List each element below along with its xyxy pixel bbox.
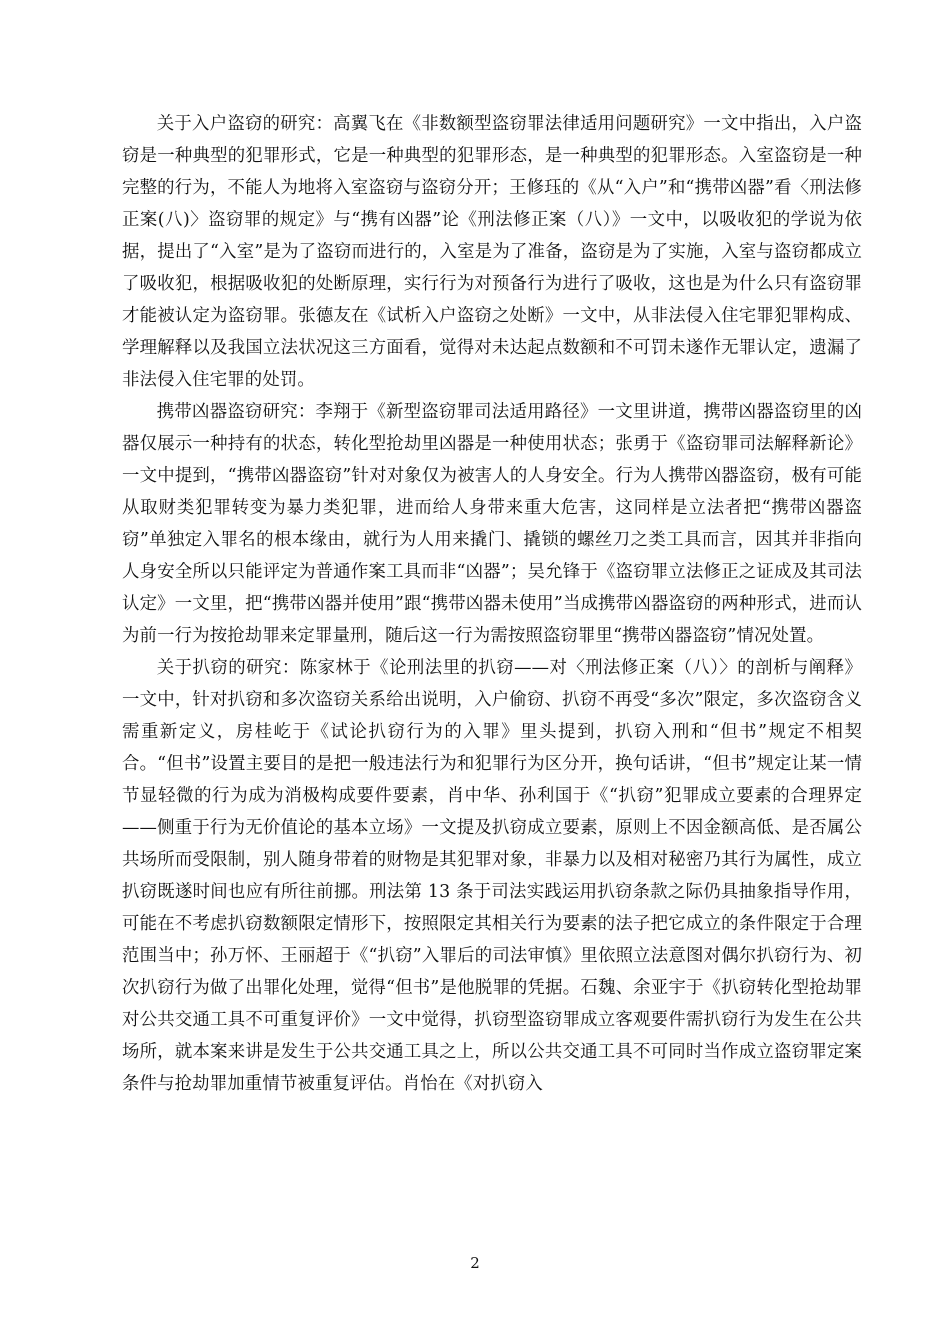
- paragraph-armed-theft-research: 携带凶器盗窃研究：李翔于《新型盗窃罪司法适用路径》一文里讲道，携带凶器盗窃里的凶器仅展示一种持有的状态，转化型抢劫里凶器是一种使用状态；张勇于《盗窃罪司法解释新论》一文中提到，“携带凶器盗窃”针对对象仅为被害人的人身安全。行为人携带凶器盗窃，极有可能从取财类犯罪转变为暴力类犯罪，进而给人身带来重大危害，这同样是立法者把“携带凶器盗窃”单独定入罪名的根本缘由，就行为人用来撬门、撬锁的螺丝刀之类工具而言，因其并非指向人身安全所以只能评定为普通作案工具而非“凶器”；吴允锋于《盗窃罪立法修正之证成及其司法认定》一文里，把“携带凶器并使用”跟“携带凶器未使用”当成携带凶器盗窃的两种形式，进而认为前一行为按抢劫罪来定罪量刑，随后这一行为需按照盗窃罪里“携带凶器盗窃”情况处置。: [122, 402, 862, 646]
- paragraph-pickpocketing-research: 关于扒窃的研究：陈家林于《论刑法里的扒窃——对〈刑法修正案（八）〉的剖析与阐释》一文中，针对扒窃和多次盗窃关系给出说明，入户偷窃、扒窃不再受“多次”限定，多次盗窃含义需重新定义，房桂屹于《试论扒窃行为的入罪》里头提到，扒窃入刑和“但书”规定不相契合。“但书”设置主要目的是把一般违法行为和犯罪行为区分开，换句话讲，“但书”规定让某一情节显轻微的行为成为消极构成要件要素，肖中华、孙利国于《“扒窃”犯罪成立要素的合理界定——侧重于行为无价值论的基本立场》一文提及扒窃成立要素，原则上不因金额高低、是否属公共场所而受限制，别人随身带着的财物是其犯罪对象，非暴力以及相对秘密乃其行为属性，成立扒窃既遂时间也应有所往前挪。刑法第 13 条于司法实践运用扒窃条款之际仍具抽象指导作用，可能在不考虑扒窃数额限定情形下，按照限定其相关行为要素的法子把它成立的条件限定于合理范围当中；孙万怀、王丽超于《“扒窃”入罪后的司法审慎》里依照立法意图对偶尔扒窃行为、初次扒窃行为做了出罪化处理，觉得“但书”是他脱罪的凭据。石魏、余亚宇于《扒窃转化型抢劫罪对公共交通工具不可重复评价》一文中觉得，扒窃型盗窃罪成立客观要件需扒窃行为发生在公共场所，就本案来讲是发生于公共交通工具之上，所以公共交通工具不可同时当作成立盗窃罪定案条件与抢劫罪加重情节被重复评估。肖怡在《对扒窃入: [122, 658, 862, 1094]
- paragraph-burglary-research: 关于入户盗窃的研究：高翼飞在《非数额型盗窃罪法律适用问题研究》一文中指出，入户盗窃是一种典型的犯罪形式，它是一种典型的犯罪形态，是一种典型的犯罪形态。入室盗窃是一种完整的行为，不能人为地将入室盗窃与盗窃分开；王修珏的《从“入户”和“携带凶器”看〈刑法修正案(八)〉盗窃罪的规定》与“携有凶器”论《刑法修正案（八）》一文中，以吸收犯的学说为依据，提出了“入室”是为了盗窃而进行的，入室是为了准备，盗窃是为了实施，入室与盗窃都成立了吸收犯，根据吸收犯的处断原理，实行行为对预备行为进行了吸收，这也是为什么只有盗窃罪才能被认定为盗窃罪。张德友在《试析入户盗窃之处断》一文中，从非法侵入住宅罪犯罪构成、学理解释以及我国立法状况这三方面看，觉得对未达起点数额和不可罚未遂作无罪认定，遗漏了非法侵入住宅罪的处罚。: [122, 114, 862, 390]
- page-number: 2: [470, 1254, 480, 1272]
- body-text: [122, 108, 862, 1100]
